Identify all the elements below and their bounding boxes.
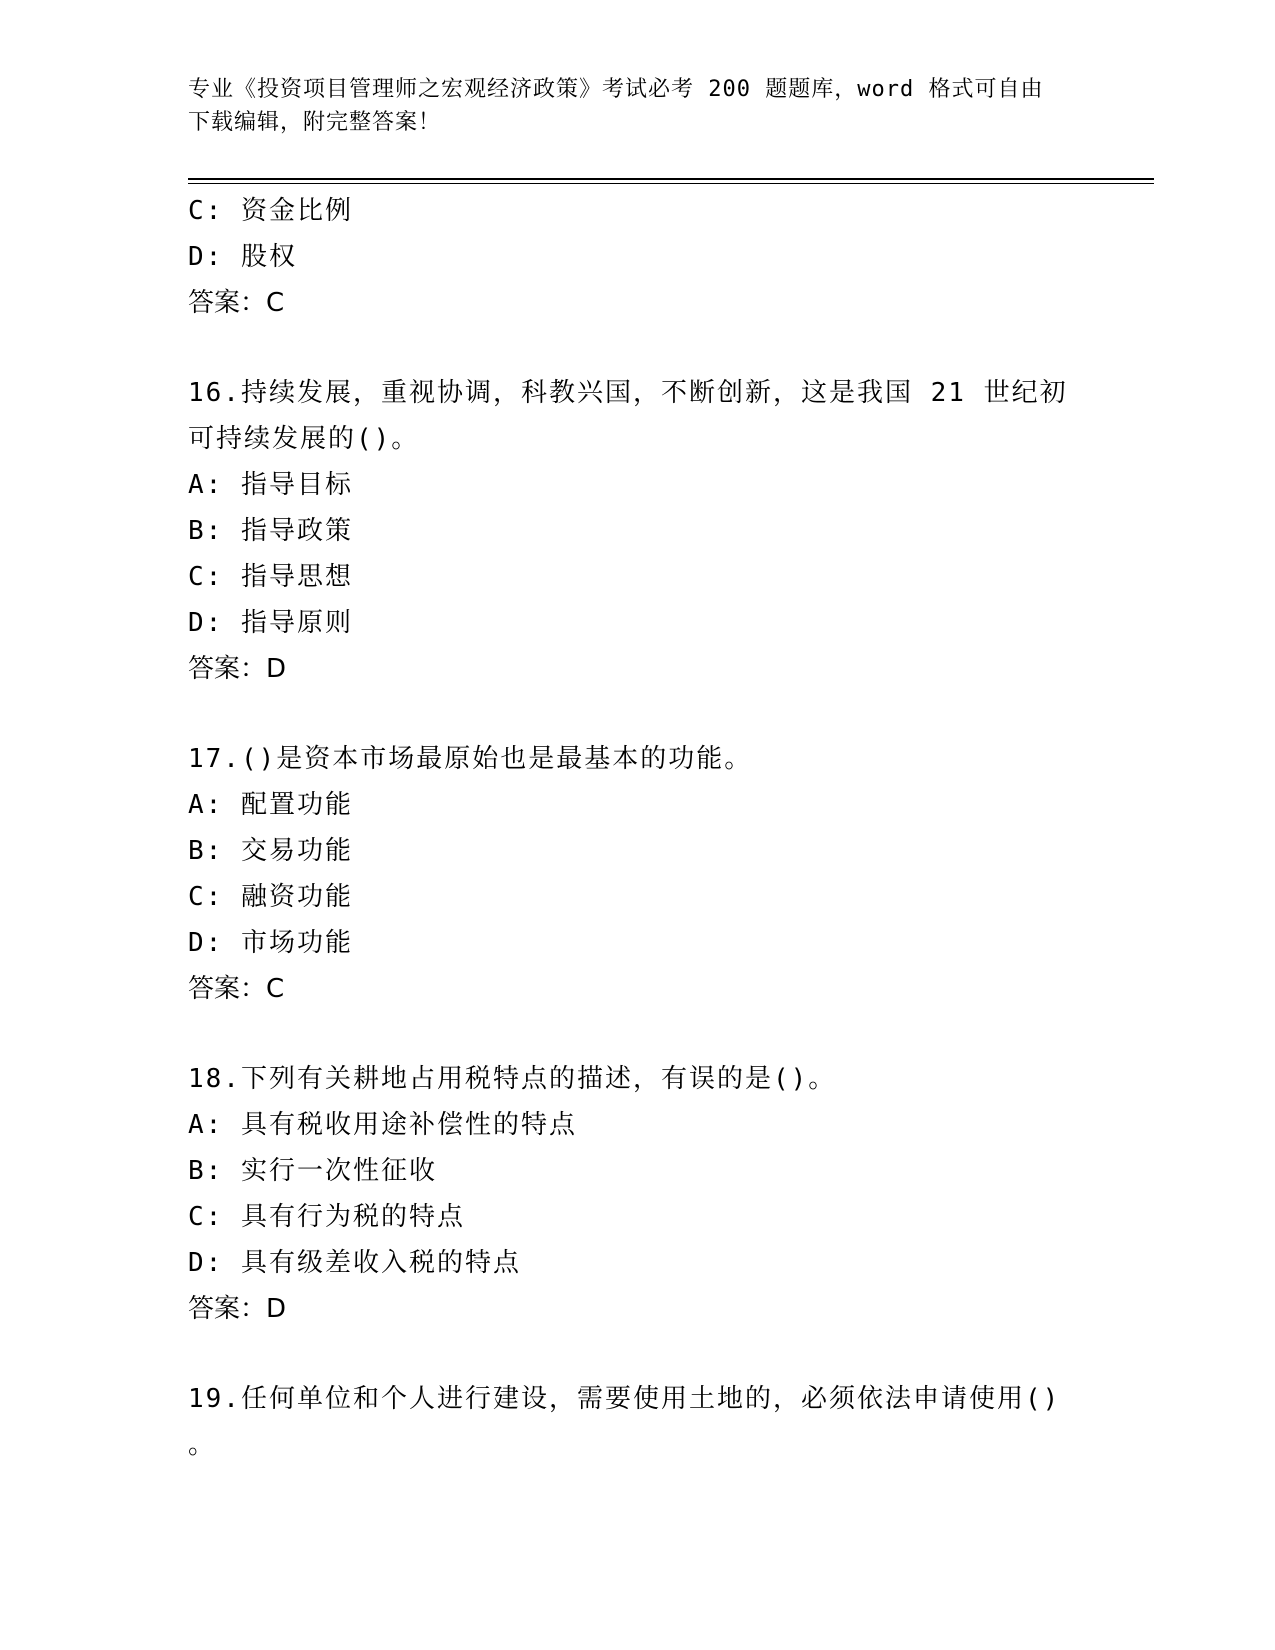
header-line-1: 专业《投资项目管理师之宏观经济政策》考试必考 200 题题库，word 格式可自由 bbox=[188, 77, 1044, 102]
option-c: C: 指导思想 bbox=[188, 562, 353, 592]
option-d: D: 具有级差收入税的特点 bbox=[188, 1248, 521, 1278]
header-divider-thin bbox=[188, 183, 1154, 184]
question-18 bbox=[188, 1056, 1088, 1332]
option-b: B: 交易功能 bbox=[188, 836, 353, 866]
option-a: A: 具有税收用途补偿性的特点 bbox=[188, 1110, 577, 1140]
spacer bbox=[188, 1012, 1088, 1056]
answer-line: 答案：C bbox=[188, 288, 285, 318]
option-b: B: 指导政策 bbox=[188, 516, 353, 546]
question-stem-line: 18.下列有关耕地占用税特点的描述，有误的是()。 bbox=[188, 1064, 837, 1094]
question-17 bbox=[188, 736, 1088, 1012]
option-c: C: 融资功能 bbox=[188, 882, 353, 912]
question-16 bbox=[188, 370, 1088, 692]
document-header bbox=[188, 73, 1088, 139]
option-a: A: 指导目标 bbox=[188, 470, 353, 500]
spacer bbox=[188, 1332, 1088, 1376]
option-a: A: 配置功能 bbox=[188, 790, 353, 820]
header-line-2: 下载编辑，附完整答案！ bbox=[188, 110, 442, 135]
question-stem-line: 17.()是资本市场最原始也是最基本的功能。 bbox=[188, 744, 753, 774]
question-list bbox=[188, 188, 1088, 1468]
option-d: D: 股权 bbox=[188, 242, 297, 272]
option-c: C: 资金比例 bbox=[188, 196, 353, 226]
spacer bbox=[188, 326, 1088, 370]
header-divider-thick bbox=[188, 178, 1154, 180]
question-stem-line: 可持续发展的()。 bbox=[188, 424, 420, 454]
question-15-continued bbox=[188, 188, 1088, 326]
answer-line: 答案：C bbox=[188, 974, 285, 1004]
answer-line: 答案：D bbox=[188, 1294, 287, 1324]
option-b: B: 实行一次性征收 bbox=[188, 1156, 437, 1186]
question-stem-line: 19.任何单位和个人进行建设，需要使用土地的，必须依法申请使用() bbox=[188, 1384, 1061, 1414]
option-c: C: 具有行为税的特点 bbox=[188, 1202, 465, 1232]
option-d: D: 市场功能 bbox=[188, 928, 353, 958]
spacer bbox=[188, 692, 1088, 736]
question-stem-line: 。 bbox=[188, 1430, 217, 1460]
answer-line: 答案：D bbox=[188, 654, 287, 684]
option-d: D: 指导原则 bbox=[188, 608, 353, 638]
question-stem-line: 16.持续发展，重视协调，科教兴国，不断创新，这是我国 21 世纪初 bbox=[188, 378, 1068, 408]
question-19 bbox=[188, 1376, 1088, 1468]
